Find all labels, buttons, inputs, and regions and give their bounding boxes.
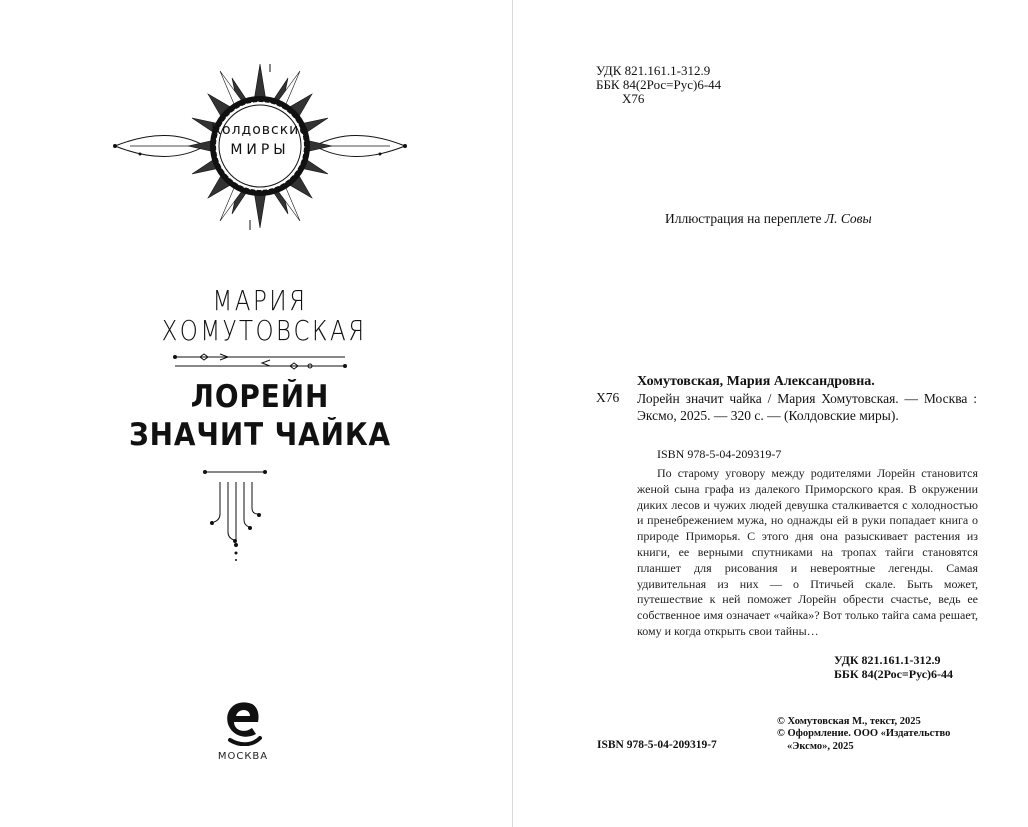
eksmo-logo-icon <box>222 700 264 746</box>
book-title-line1: ЛОРЕЙН <box>190 379 330 415</box>
isbn-bottom: ISBN 978-5-04-209319-7 <box>597 739 717 751</box>
illustration-credit <box>665 211 872 227</box>
book-annotation: По старому уговору между родителями Лорейн становится женой сына графа из далекого Приморского края. В окружении диких лесов и чужих людей девушка сталкивается с холодностью и пренебрежением мужа, но однажды ей в руки попадает книга о природе Приморья. С этого дня она разыскивает растения из книги, ее верными спутниками на тропах тайги становятся планшет для рисования и невероятные легенды. Самая удивительная из них — о Птичьей скале. Быть может, путешествие к ней поможет Лорейн обрести счастье, ведь ее собственное имя означает «чайка»? Вот только тайга сама решает, кому и когда открыть свои тайны… <box>637 466 978 638</box>
illustration-label: Иллюстрация на переплете <box>665 211 822 226</box>
udk-code: УДК 821.161.1-312.9 <box>596 63 711 78</box>
book-title <box>100 378 420 454</box>
biblio-author-mark: Х76 <box>596 390 620 405</box>
author-name <box>140 286 380 346</box>
ornament-drips-icon <box>200 466 280 576</box>
publisher-city: МОСКВА <box>217 751 269 762</box>
copyright-block <box>777 716 997 753</box>
illustrator-name: Л. Совы <box>824 211 872 226</box>
biblio-isbn: ISBN 978-5-04-209319-7 <box>657 447 782 461</box>
copyright-publisher: «Эксмо», 2025 <box>787 740 854 752</box>
book-title-line2: ЗНАЧИТ ЧАЙКА <box>128 417 392 453</box>
series-emblem <box>110 62 410 232</box>
bbk-code-bottom: ББК 84(2Рос=Рус)6-44 <box>834 667 954 681</box>
bbk-code: ББК 84(2Рос=Рус)6-44 <box>596 77 722 92</box>
series-name-line1: Колдовские <box>211 122 309 138</box>
biblio-description: Лорейн значит чайка / Мария Хомутовская. — Москва : Эксмо, 2025. — 320 с. — (Колдовские миры). <box>637 391 977 423</box>
author-last-name: ХОМУТОВСКАЯ <box>161 314 367 347</box>
classification-codes <box>596 64 721 106</box>
author-first-name: МАРИЯ <box>212 284 308 317</box>
series-name-line2: МИРЫ <box>230 142 290 158</box>
ornament-divider-icon <box>170 352 350 372</box>
udk-code-bottom: УДК 821.161.1-312.9 <box>834 653 941 667</box>
copyright-design: © Оформление. ООО «Издательство <box>777 728 951 740</box>
author-mark: Х76 <box>622 91 645 106</box>
copyright-text: © Хомутовская М., текст, 2025 <box>777 716 921 727</box>
classification-bottom <box>834 653 953 681</box>
biblio-author: Хомутовская, Мария Александровна. <box>637 374 875 389</box>
